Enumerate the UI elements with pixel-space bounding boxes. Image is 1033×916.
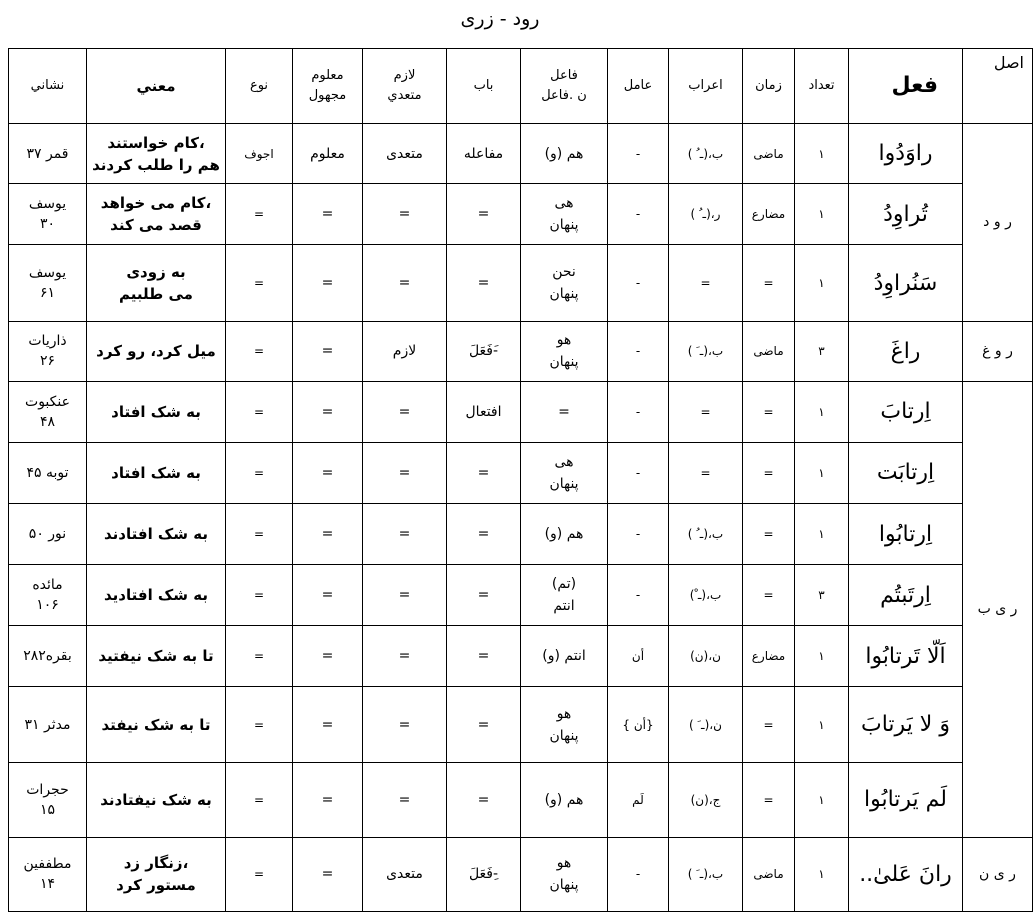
nishani-cell: ذاریات ۲۶ bbox=[9, 321, 87, 381]
malum-cell: = bbox=[293, 687, 363, 762]
verb-cell: راوَدُوا bbox=[849, 124, 963, 184]
verb-cell: اِرتَبتُم bbox=[849, 565, 963, 626]
amel-cell: أن bbox=[608, 626, 669, 687]
amel-cell: لَم bbox=[608, 762, 669, 837]
bab-cell: افتعال bbox=[447, 381, 521, 442]
erab-cell: ب،(ـ َ ) bbox=[669, 837, 743, 911]
meaning-cell: تا به شک نیفتید bbox=[87, 626, 226, 687]
malum-cell: = bbox=[293, 565, 363, 626]
malum-cell: = bbox=[293, 381, 363, 442]
header-bab: باب bbox=[447, 49, 521, 124]
nishani-cell: مدثر ۳۱ bbox=[9, 687, 87, 762]
verb-cell: اِرتابَت bbox=[849, 442, 963, 503]
table-row bbox=[9, 687, 1033, 762]
lazim-cell: = bbox=[363, 565, 447, 626]
tedad-cell: ۳ bbox=[795, 321, 849, 381]
erab-cell: ب،(ـ َ ) bbox=[669, 321, 743, 381]
lazim-cell: = bbox=[363, 504, 447, 565]
root-cell: ر و د bbox=[963, 124, 1033, 321]
amel-cell: - bbox=[608, 442, 669, 503]
nishani-cell: حجرات ۱۵ bbox=[9, 762, 87, 837]
zaman-cell: = bbox=[743, 504, 795, 565]
naw-cell: = bbox=[226, 837, 293, 911]
nishani-cell: بقره۲۸۲ bbox=[9, 626, 87, 687]
lazim-cell: = bbox=[363, 381, 447, 442]
fail-cell: (و) هم bbox=[521, 762, 608, 837]
naw-cell: = bbox=[226, 184, 293, 245]
lazim-cell: لازم bbox=[363, 321, 447, 381]
erab-cell: = bbox=[669, 442, 743, 503]
zaman-cell: مضارع bbox=[743, 626, 795, 687]
header-asl: اصل bbox=[963, 49, 1033, 124]
tedad-cell: ۱ bbox=[795, 442, 849, 503]
header-tedad: تعداد bbox=[795, 49, 849, 124]
erab-cell: = bbox=[669, 381, 743, 442]
erab-cell: ن،(ـ َ ) bbox=[669, 687, 743, 762]
lazim-cell: متعدی bbox=[363, 124, 447, 184]
meaning-cell: به شک افتادند bbox=[87, 504, 226, 565]
zaman-cell: = bbox=[743, 687, 795, 762]
malum-cell: معلوم bbox=[293, 124, 363, 184]
malum-cell: = bbox=[293, 245, 363, 321]
header-row bbox=[9, 49, 1033, 124]
lazim-cell: = bbox=[363, 762, 447, 837]
amel-cell: - bbox=[608, 184, 669, 245]
meaning-cell: به شک افتاد bbox=[87, 442, 226, 503]
fail-cell: هو پنهان bbox=[521, 837, 608, 911]
bab-cell: فَعَلَ-َ bbox=[447, 321, 521, 381]
table-row bbox=[9, 837, 1033, 911]
table-row bbox=[9, 321, 1033, 381]
nishani-cell: نور ۵۰ bbox=[9, 504, 87, 565]
meaning-cell: تا به شک نیفتد bbox=[87, 687, 226, 762]
erab-cell: = bbox=[669, 245, 743, 321]
tedad-cell: ۱ bbox=[795, 837, 849, 911]
tedad-cell: ۱ bbox=[795, 504, 849, 565]
table-row bbox=[9, 626, 1033, 687]
meaning-cell: به شک افتاد bbox=[87, 381, 226, 442]
bab-cell: = bbox=[447, 245, 521, 321]
meaning-cell: به شک نیفتادند bbox=[87, 762, 226, 837]
bab-cell: = bbox=[447, 626, 521, 687]
amel-cell: - bbox=[608, 124, 669, 184]
nishani-cell: عنکبوت ۴۸ bbox=[9, 381, 87, 442]
malum-cell: = bbox=[293, 184, 363, 245]
verb-cell: رانَ عَلیٰ.. bbox=[849, 837, 963, 911]
naw-cell: = bbox=[226, 321, 293, 381]
naw-cell: = bbox=[226, 762, 293, 837]
verb-cell: اِرتابَ bbox=[849, 381, 963, 442]
tedad-cell: ۱ bbox=[795, 687, 849, 762]
header-fail: فاعل ن .فاعل bbox=[521, 49, 608, 124]
header-nishani: نشاني bbox=[9, 49, 87, 124]
zaman-cell: = bbox=[743, 381, 795, 442]
naw-cell: = bbox=[226, 687, 293, 762]
erab-cell: ج،(ن) bbox=[669, 762, 743, 837]
fail-cell: هی پنهان bbox=[521, 442, 608, 503]
naw-cell: = bbox=[226, 245, 293, 321]
zaman-cell: ماضی bbox=[743, 837, 795, 911]
meaning-cell: به زودی می طلبیم bbox=[87, 245, 226, 321]
verb-cell: لَم یَرتابُوا bbox=[849, 762, 963, 837]
lazim-cell: = bbox=[363, 687, 447, 762]
header-zaman: زمان bbox=[743, 49, 795, 124]
zaman-cell: ماضی bbox=[743, 124, 795, 184]
nishani-cell: قمر ۳۷ bbox=[9, 124, 87, 184]
bab-cell: = bbox=[447, 504, 521, 565]
naw-cell: = bbox=[226, 442, 293, 503]
malum-cell: = bbox=[293, 321, 363, 381]
tedad-cell: ۱ bbox=[795, 184, 849, 245]
erab-cell: ن،(ن) bbox=[669, 626, 743, 687]
nishani-cell: یوسف ۶۱ bbox=[9, 245, 87, 321]
bab-cell: = bbox=[447, 762, 521, 837]
table-row bbox=[9, 245, 1033, 321]
nishani-cell: یوسف ۳۰ bbox=[9, 184, 87, 245]
bab-cell: = bbox=[447, 687, 521, 762]
header-maani: معني bbox=[87, 49, 226, 124]
bab-cell: مفاعله bbox=[447, 124, 521, 184]
nishani-cell: مائده ۱۰۶ bbox=[9, 565, 87, 626]
table-row bbox=[9, 442, 1033, 503]
fail-cell: = bbox=[521, 381, 608, 442]
verb-cell: تُراوِدُ bbox=[849, 184, 963, 245]
malum-cell: = bbox=[293, 626, 363, 687]
bab-cell: = bbox=[447, 565, 521, 626]
tedad-cell: ۳ bbox=[795, 565, 849, 626]
amel-cell: - bbox=[608, 504, 669, 565]
table-row bbox=[9, 124, 1033, 184]
zaman-cell: ماضی bbox=[743, 321, 795, 381]
fail-cell: (و) هم bbox=[521, 504, 608, 565]
amel-cell: - bbox=[608, 837, 669, 911]
lazim-cell: = bbox=[363, 184, 447, 245]
lazim-cell: = bbox=[363, 442, 447, 503]
malum-cell: = bbox=[293, 762, 363, 837]
erab-cell: ب،(ـ ْ) bbox=[669, 565, 743, 626]
lazim-cell: = bbox=[363, 245, 447, 321]
verb-cell: وَ لا یَرتابَ bbox=[849, 687, 963, 762]
header-verb: فعل bbox=[849, 49, 963, 124]
fail-cell: هو پنهان bbox=[521, 321, 608, 381]
page-title: رود - زری bbox=[460, 8, 540, 30]
root-cell: ر ی ب bbox=[963, 381, 1033, 837]
verb-table bbox=[8, 48, 1033, 912]
meaning-cell: به شک افتادید bbox=[87, 565, 226, 626]
malum-cell: = bbox=[293, 837, 363, 911]
fail-cell: هو پنهان bbox=[521, 687, 608, 762]
fail-cell: هی پنهان bbox=[521, 184, 608, 245]
bab-cell: فَعَلَ-ِ bbox=[447, 837, 521, 911]
header-amel: عامل bbox=[608, 49, 669, 124]
zaman-cell: = bbox=[743, 245, 795, 321]
table-row bbox=[9, 565, 1033, 626]
header-lazim-mutaddi: لازم متعدي bbox=[363, 49, 447, 124]
amel-cell: { أن} bbox=[608, 687, 669, 762]
zaman-cell: = bbox=[743, 762, 795, 837]
naw-cell: = bbox=[226, 565, 293, 626]
tedad-cell: ۱ bbox=[795, 762, 849, 837]
erab-cell: ر،(ـ ُ ) bbox=[669, 184, 743, 245]
tedad-cell: ۱ bbox=[795, 124, 849, 184]
lazim-cell: متعدی bbox=[363, 837, 447, 911]
header-erab: اعراب bbox=[669, 49, 743, 124]
table-row bbox=[9, 381, 1033, 442]
malum-cell: = bbox=[293, 442, 363, 503]
naw-cell: = bbox=[226, 504, 293, 565]
header-naw: نوع bbox=[226, 49, 293, 124]
tedad-cell: ۱ bbox=[795, 245, 849, 321]
zaman-cell: = bbox=[743, 565, 795, 626]
header-malum-majhul: معلوم مجهول bbox=[293, 49, 363, 124]
verb-cell: اِرتابُوا bbox=[849, 504, 963, 565]
malum-cell: = bbox=[293, 504, 363, 565]
amel-cell: - bbox=[608, 381, 669, 442]
amel-cell: - bbox=[608, 245, 669, 321]
nishani-cell: مطففین ۱۴ bbox=[9, 837, 87, 911]
zaman-cell: = bbox=[743, 442, 795, 503]
table-row bbox=[9, 504, 1033, 565]
lazim-cell: = bbox=[363, 626, 447, 687]
meaning-cell: کام می خواهد، قصد می کند bbox=[87, 184, 226, 245]
erab-cell: ب،(ـ ُ ) bbox=[669, 504, 743, 565]
fail-cell: نحن پنهان bbox=[521, 245, 608, 321]
root-cell: ر ی ن bbox=[963, 837, 1033, 911]
naw-cell: = bbox=[226, 381, 293, 442]
verb-cell: سَنُراوِدُ bbox=[849, 245, 963, 321]
bab-cell: = bbox=[447, 442, 521, 503]
fail-cell: (تم) انتم bbox=[521, 565, 608, 626]
table-row bbox=[9, 184, 1033, 245]
meaning-cell: میل کرد، رو کرد bbox=[87, 321, 226, 381]
tedad-cell: ۱ bbox=[795, 381, 849, 442]
root-cell: ر و غ bbox=[963, 321, 1033, 381]
fail-cell: (و) انتم bbox=[521, 626, 608, 687]
amel-cell: - bbox=[608, 565, 669, 626]
zaman-cell: مضارع bbox=[743, 184, 795, 245]
erab-cell: ب،(ـ ُ ) bbox=[669, 124, 743, 184]
bab-cell: = bbox=[447, 184, 521, 245]
verb-cell: راغَ bbox=[849, 321, 963, 381]
naw-cell: = bbox=[226, 626, 293, 687]
meaning-cell: کام خواستند، هم را طلب کردند bbox=[87, 124, 226, 184]
tedad-cell: ۱ bbox=[795, 626, 849, 687]
verb-cell: اَلّا تَرتابُوا bbox=[849, 626, 963, 687]
fail-cell: (و) هم bbox=[521, 124, 608, 184]
nishani-cell: توبه ۴۵ bbox=[9, 442, 87, 503]
meaning-cell: زنگار زد، مستور کرد bbox=[87, 837, 226, 911]
table-row bbox=[9, 762, 1033, 837]
naw-cell: اجوف bbox=[226, 124, 293, 184]
amel-cell: - bbox=[608, 321, 669, 381]
